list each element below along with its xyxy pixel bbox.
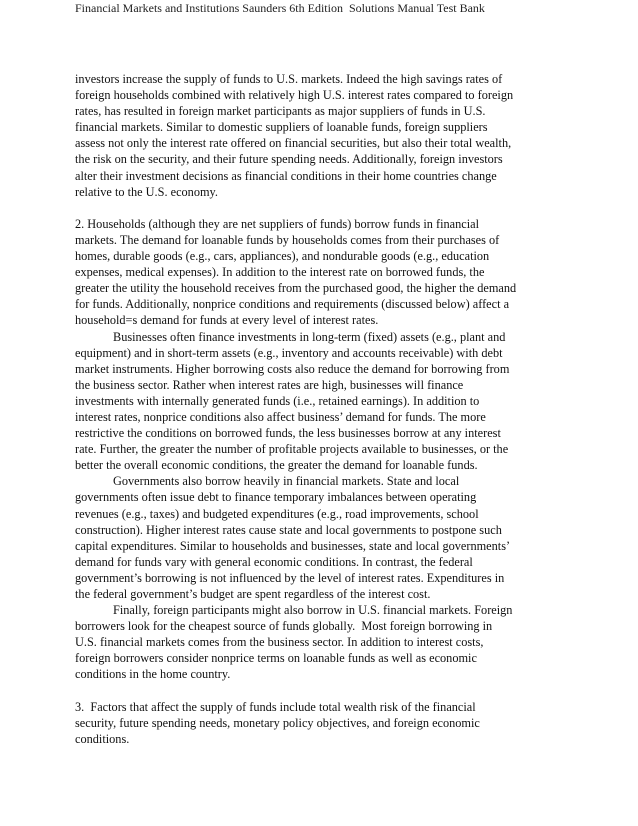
text-line: investments with internally generated funds (i.e., retained earnings). In addition to	[75, 393, 480, 408]
text-line: better the overall economic conditions, the greater the demand for loanable funds.	[75, 458, 478, 473]
text-line: markets. The demand for loanable funds by households comes from their purchases of	[75, 232, 500, 247]
text-line: revenues (e.g., taxes) and budgeted expenditures (e.g., road improvements, school	[75, 506, 479, 521]
paragraph-gap	[75, 683, 575, 699]
text-line: homes, durable goods (e.g., cars, appliances), and nondurable goods (e.g., education	[75, 249, 490, 264]
text-line: the risk on the security, and their future spending needs. Additionally, foreign investors	[75, 152, 503, 167]
text-line: 2. Households (although they are net suppliers of funds) borrow funds in financial	[75, 216, 480, 231]
text-line: foreign borrowers consider nonprice terms on loanable funds as well as economic	[75, 651, 477, 666]
text-line: Finally, foreign participants might also borrow in U.S. financial markets. Foreign	[113, 603, 513, 618]
text-line: U.S. financial markets comes from the business sector. In addition to interest costs,	[75, 635, 484, 650]
paragraph	[75, 473, 575, 602]
text-line: market instruments. Higher borrowing costs also reduce the demand for borrowing from	[75, 361, 510, 376]
text-line: demand for funds vary with general economic conditions. In contrast, the federal	[75, 554, 473, 569]
text-line: household=s demand for funds at every level of interest rates.	[75, 313, 379, 328]
text-line: Governments also borrow heavily in financial markets. State and local	[113, 474, 460, 489]
paragraph	[75, 216, 575, 329]
text-line: financial markets. Similar to domestic suppliers of loanable funds, foreign suppliers	[75, 120, 488, 135]
text-line: foreign households combined with relatively high U.S. interest rates compared to foreign	[75, 88, 514, 103]
paragraph	[75, 71, 575, 200]
text-line: capital expenditures. Similar to households and businesses, state and local governments’	[75, 538, 511, 553]
text-line: government’s borrowing is not influenced by the level of interest rates. Expenditures in	[75, 570, 505, 585]
text-line: rate. Further, the greater the number of profitable projects available to businesses, or the	[75, 442, 509, 457]
paragraph	[75, 699, 575, 747]
text-line: 3. Factors that affect the supply of funds include total wealth risk of the financial	[75, 699, 476, 714]
page-header: Financial Markets and Institutions Saunders 6th Edition Solutions Manual Test Bank	[75, 1, 485, 15]
text-line: Businesses often finance investments in long-term (fixed) assets (e.g., plant and	[113, 329, 506, 344]
text-line: the federal government’s budget are spent regardless of the interest cost.	[75, 587, 431, 601]
paragraph-gap	[75, 200, 575, 216]
text-line: relative to the U.S. economy.	[75, 184, 218, 199]
text-line: for funds. Additionally, nonprice conditions and requirements (discussed below) affect a	[75, 297, 510, 312]
text-line: interest rates, nonprice conditions also affect business’ demand for funds. The more	[75, 409, 486, 424]
text-line: restrictive the conditions on borrowed funds, the less businesses borrow at any interest	[75, 426, 501, 441]
text-line: alter their investment decisions as financial conditions in their home countries change	[75, 168, 497, 183]
paragraph	[75, 602, 575, 682]
text-line: greater the utility the household receives from the purchased good, the higher the demand	[75, 281, 517, 296]
text-line: security, future spending needs, monetary policy objectives, and foreign economic	[75, 715, 480, 730]
text-line: equipment) and in short-term assets (e.g., inventory and accounts receivable) with debt	[75, 345, 503, 360]
text-line: rates, has resulted in foreign market participants as major suppliers of funds in U.S.	[75, 104, 486, 119]
text-line: construction). Higher interest rates cause state and local governments to postpone such	[75, 522, 502, 537]
text-line: conditions.	[75, 731, 130, 746]
text-line: investors increase the supply of funds to U.S. markets. Indeed the high savings rates of	[75, 72, 503, 86]
text-line: the business sector. Rather when interest rates are high, businesses will finance	[75, 377, 464, 392]
text-line: borrowers look for the cheapest source of funds globally. Most foreign borrowing in	[75, 619, 493, 634]
text-line: governments often issue debt to finance temporary imbalances between operating	[75, 490, 477, 505]
paragraph	[75, 329, 575, 474]
text-line: assess not only the interest rate offered on financial securities, but also their total wealth,	[75, 136, 512, 151]
text-line: conditions in the home country.	[75, 667, 231, 682]
document-body	[75, 71, 575, 747]
text-line: expenses, medical expenses). In addition to the interest rate on borrowed funds, the	[75, 265, 485, 280]
